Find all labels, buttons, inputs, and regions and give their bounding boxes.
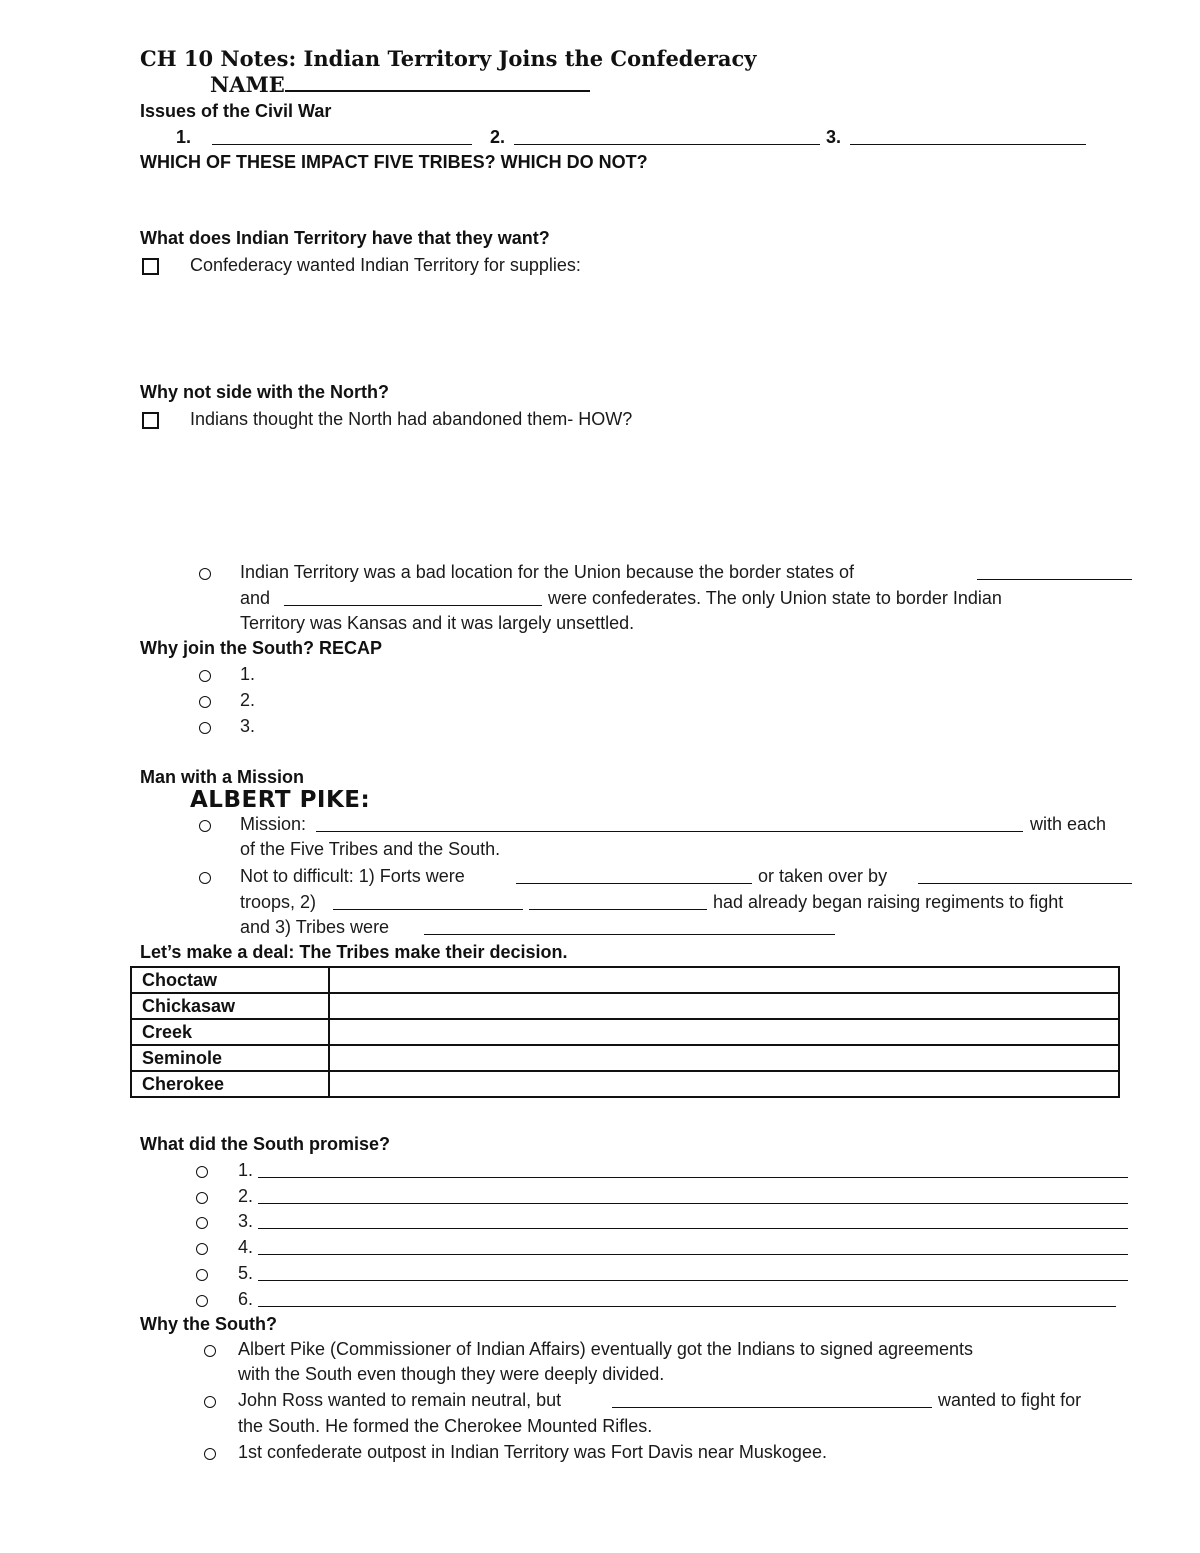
circle-bullet-icon xyxy=(196,1192,208,1204)
tribe-name: Creek xyxy=(131,1019,329,1045)
issues-question: WHICH OF THESE IMPACT FIVE TRIBES? WHICH DO NOT? xyxy=(140,152,648,172)
issue-1-number: 1. xyxy=(176,127,192,147)
promise-number: 1. xyxy=(238,1160,254,1180)
want-heading: What does Indian Territory have that they want? xyxy=(140,228,550,248)
circle-bullet-icon xyxy=(196,1269,208,1281)
name-label: NAME xyxy=(210,72,285,97)
north-sub-line-1: Indian Territory was a bad location for the Union because the border states of xyxy=(240,562,855,582)
difficult-part-e: and 3) Tribes were xyxy=(240,917,390,937)
circle-bullet-icon xyxy=(199,696,211,708)
promise-number: 2. xyxy=(238,1186,254,1206)
cherokee-leader-blank[interactable] xyxy=(612,1393,932,1408)
north-heading: Why not side with the North? xyxy=(140,382,389,402)
promise-blank[interactable] xyxy=(258,1240,1128,1255)
promise-number: 5. xyxy=(238,1263,254,1283)
albert-pike-heading: ALBERT PIKE: xyxy=(190,787,371,813)
promise-number: 3. xyxy=(238,1211,254,1231)
difficult-part-d: had already began raising regiments to fight xyxy=(713,892,1064,912)
table-row xyxy=(131,1071,1119,1097)
circle-bullet-icon xyxy=(199,568,211,580)
north-sub-line-3: Territory was Kansas and it was largely unsettled. xyxy=(240,613,635,633)
north-sub-and: and xyxy=(240,588,271,608)
why-south-b2-part2: wanted to fight for xyxy=(938,1390,1082,1410)
forts-blank[interactable] xyxy=(516,869,752,884)
border-state-2-blank[interactable] xyxy=(284,591,542,606)
group-blank-1[interactable] xyxy=(333,895,523,910)
taken-over-blank[interactable] xyxy=(918,869,1132,884)
mission-end: with each xyxy=(1030,814,1107,834)
difficult-part-c: troops, 2) xyxy=(240,892,317,912)
tribe-decision-cell[interactable] xyxy=(329,1071,1119,1097)
promise-blank[interactable] xyxy=(258,1214,1128,1229)
name-field[interactable] xyxy=(210,72,590,97)
promise-heading: What did the South promise? xyxy=(140,1134,390,1154)
circle-bullet-icon xyxy=(199,872,211,884)
issue-1-blank[interactable] xyxy=(212,130,472,145)
difficult-part-b: or taken over by xyxy=(758,866,888,886)
why-south-b3: 1st confederate outpost in Indian Territory was Fort Davis near Muskogee. xyxy=(238,1442,827,1462)
promise-blank[interactable] xyxy=(258,1266,1128,1281)
tribe-decision-cell[interactable] xyxy=(329,967,1119,993)
issue-2-number: 2. xyxy=(490,127,506,147)
tribe-name: Cherokee xyxy=(131,1071,329,1097)
promise-blank[interactable] xyxy=(258,1189,1128,1204)
mission-line-2: of the Five Tribes and the South. xyxy=(240,839,501,859)
table-row xyxy=(131,967,1119,993)
tribe-decision-cell[interactable] xyxy=(329,1045,1119,1071)
page-title: CH 10 Notes: Indian Territory Joins the Confederacy xyxy=(140,46,757,71)
issue-2-blank[interactable] xyxy=(514,130,820,145)
tribe-name: Seminole xyxy=(131,1045,329,1071)
recap-item: 3. xyxy=(240,716,256,736)
mission-heading: Man with a Mission xyxy=(140,767,305,787)
table-row xyxy=(131,993,1119,1019)
difficult-part-a: Not to difficult: 1) Forts were xyxy=(240,866,465,886)
tribe-decision-cell[interactable] xyxy=(329,993,1119,1019)
mission-blank[interactable] xyxy=(316,817,1023,832)
north-bullet: Indians thought the North had abandoned them- HOW? xyxy=(190,409,633,429)
recap-heading: Why join the South? RECAP xyxy=(140,638,382,658)
want-bullet: Confederacy wanted Indian Territory for supplies: xyxy=(190,255,581,275)
circle-bullet-icon xyxy=(199,722,211,734)
checkbox-icon xyxy=(142,412,159,429)
circle-bullet-icon xyxy=(196,1166,208,1178)
tribe-decision-cell[interactable] xyxy=(329,1019,1119,1045)
circle-bullet-icon xyxy=(199,670,211,682)
circle-bullet-icon xyxy=(196,1217,208,1229)
checkbox-icon xyxy=(142,258,159,275)
recap-item: 2. xyxy=(240,690,256,710)
promise-number: 6. xyxy=(238,1289,254,1309)
recap-item: 1. xyxy=(240,664,256,684)
why-south-heading: Why the South? xyxy=(140,1314,277,1334)
why-south-b2-line2: the South. He formed the Cherokee Mounted Rifles. xyxy=(238,1416,653,1436)
circle-bullet-icon xyxy=(204,1396,216,1408)
promise-number: 4. xyxy=(238,1237,254,1257)
tribes-were-blank[interactable] xyxy=(424,920,835,935)
border-state-1-blank[interactable] xyxy=(977,565,1132,580)
issue-3-blank[interactable] xyxy=(850,130,1086,145)
tribe-name: Choctaw xyxy=(131,967,329,993)
circle-bullet-icon xyxy=(196,1295,208,1307)
tribes-table xyxy=(130,966,1120,1098)
issues-heading: Issues of the Civil War xyxy=(140,101,332,121)
circle-bullet-icon xyxy=(204,1345,216,1357)
why-south-b1-line2: with the South even though they were deeply divided. xyxy=(238,1364,665,1384)
circle-bullet-icon xyxy=(196,1243,208,1255)
circle-bullet-icon xyxy=(204,1448,216,1460)
promise-blank[interactable] xyxy=(258,1292,1116,1307)
issue-3-number: 3. xyxy=(826,127,842,147)
circle-bullet-icon xyxy=(199,820,211,832)
why-south-b1-line1: Albert Pike (Commissioner of Indian Affairs) eventually got the Indians to signed agreements xyxy=(238,1339,974,1359)
name-blank[interactable] xyxy=(285,72,590,92)
promise-blank[interactable] xyxy=(258,1163,1128,1178)
mission-label: Mission: xyxy=(240,814,307,834)
deal-heading: Let’s make a deal: The Tribes make their decision. xyxy=(140,942,568,962)
tribe-name: Chickasaw xyxy=(131,993,329,1019)
group-blank-2[interactable] xyxy=(529,895,707,910)
table-row xyxy=(131,1019,1119,1045)
north-sub-line-2: were confederates. The only Union state to border Indian xyxy=(548,588,1002,608)
table-row xyxy=(131,1045,1119,1071)
why-south-b2-part1: John Ross wanted to remain neutral, but xyxy=(238,1390,562,1410)
